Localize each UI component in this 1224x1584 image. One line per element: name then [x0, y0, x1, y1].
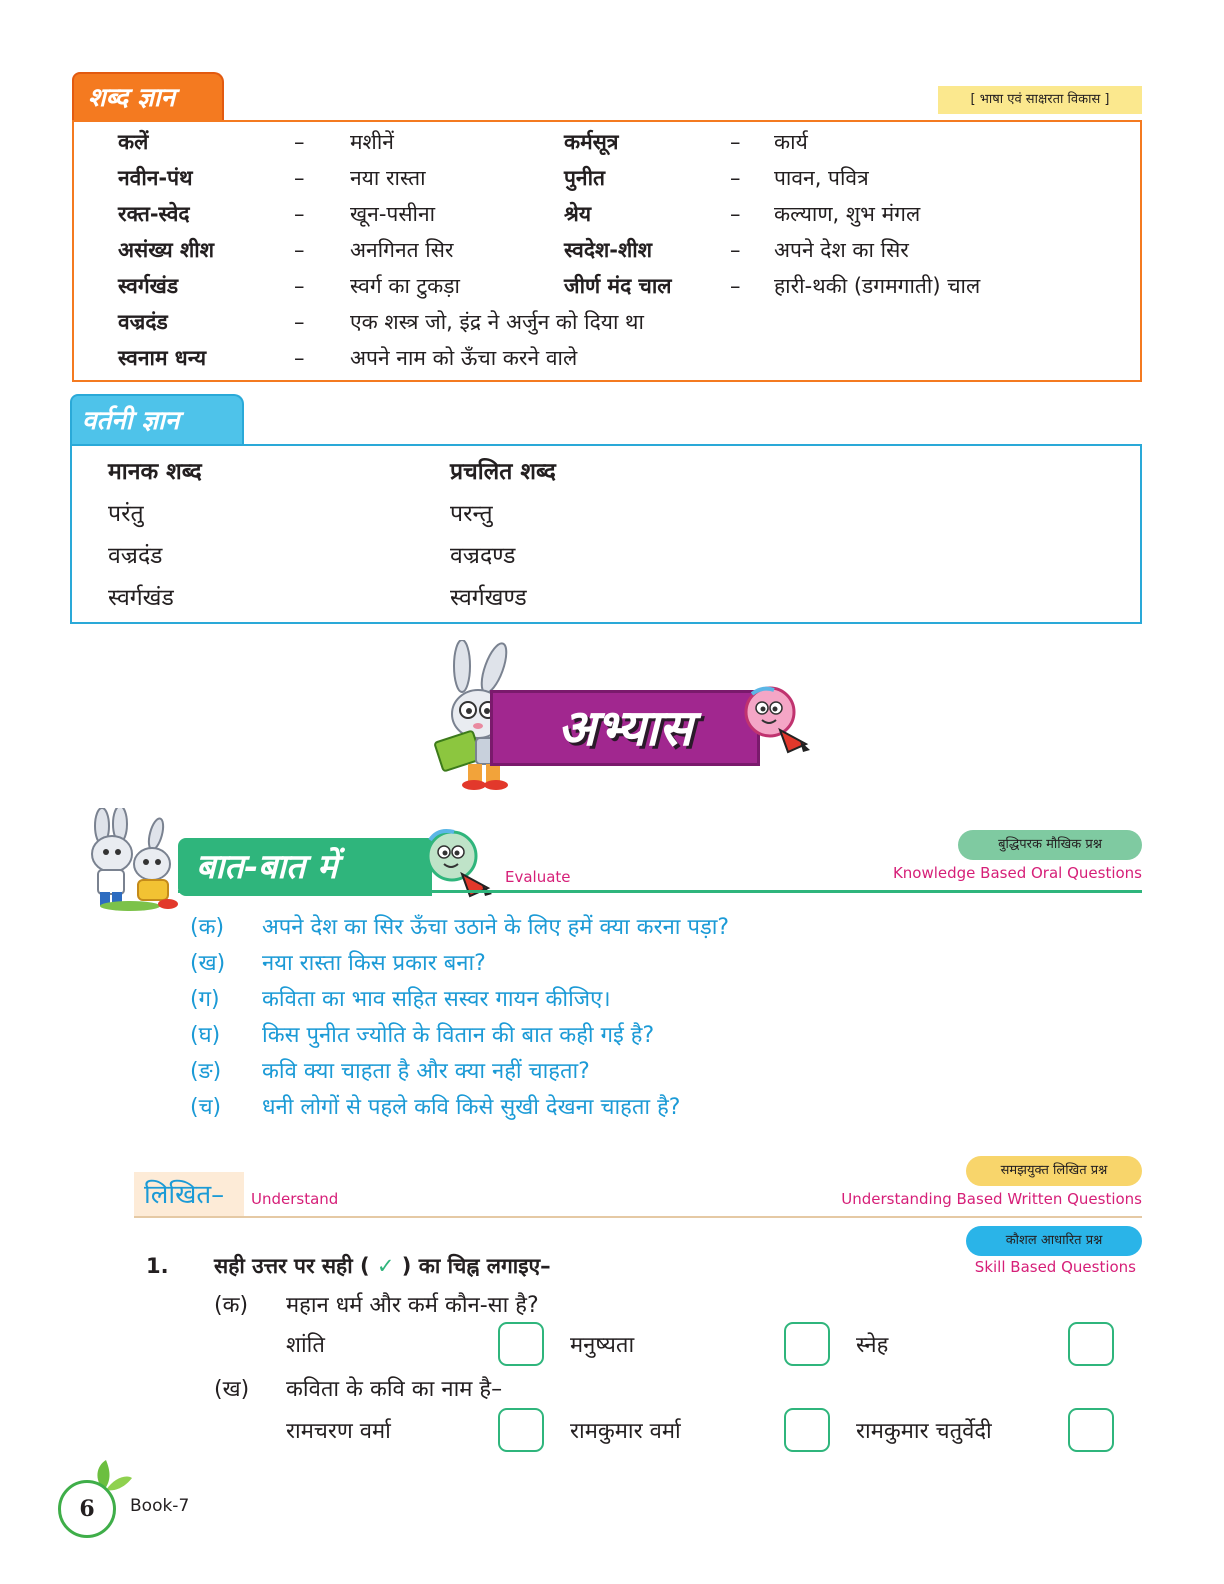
glossary-meaning: हारी-थकी (डगमगाती) चाल — [774, 274, 981, 298]
baat-baat-mein-banner: बात-बात में — [178, 838, 432, 896]
pencil-mascot-icon — [742, 684, 814, 756]
glossary-dash: – — [294, 202, 305, 226]
spelling-row — [108, 578, 1008, 618]
question-text: नया रास्ता किस प्रकार बना? — [262, 951, 486, 976]
page-number: 6 — [58, 1480, 116, 1538]
glossary-meaning: एक शस्त्र जो, इंद्र ने अर्जुन को दिया था — [350, 310, 644, 334]
standard-word-header: मानक शब्द — [108, 459, 202, 485]
skill-questions-label: Skill Based Questions — [974, 1258, 1136, 1276]
shabd-gyan-title: शब्द ज्ञान — [72, 72, 224, 120]
sub-question — [214, 1288, 914, 1324]
spelling-row — [108, 536, 1008, 576]
answer-checkbox[interactable] — [498, 1322, 544, 1366]
glossary-dash: – — [294, 310, 305, 334]
abhyas-banner: अभ्यास — [490, 690, 760, 766]
answer-option: स्नेह — [856, 1333, 889, 1358]
glossary-meaning: कार्य — [774, 130, 808, 154]
glossary-word: स्वनाम धन्य — [118, 346, 207, 370]
sub-question-label: (क) — [214, 1293, 249, 1318]
question-text: कवि क्या चाहता है और क्या नहीं चाहता? — [262, 1059, 590, 1084]
question-label: (क) — [190, 915, 225, 940]
standard-word: स्वर्गखंड — [108, 585, 174, 611]
glossary-dash: – — [730, 238, 741, 262]
answer-option: रामकुमार वर्मा — [570, 1419, 681, 1444]
book-label: Book-7 — [130, 1496, 190, 1516]
sub-question-text: कविता के कवि का नाम है– — [286, 1377, 503, 1402]
answer-checkbox[interactable] — [784, 1322, 830, 1366]
answer-option: शांति — [286, 1333, 325, 1358]
glossary-row — [118, 340, 1138, 376]
oral-question — [190, 1090, 1090, 1126]
glossary-word: श्रेय — [564, 202, 592, 226]
written-questions-label: Understanding Based Written Questions — [841, 1190, 1142, 1208]
glossary-meaning: अपने देश का सिर — [774, 238, 909, 262]
question-text: धनी लोगों से पहले कवि किसे सुखी देखना चाहता है? — [262, 1095, 681, 1120]
glossary-word: नवीन-पंथ — [118, 166, 193, 190]
question-text: किस पुनीत ज्योति के वितान की बात कही गई है? — [262, 1023, 655, 1048]
question-text: अपने देश का सिर ऊँचा उठाने के लिए हमें क्या करना पड़ा? — [262, 915, 730, 940]
glossary-row — [118, 196, 1138, 232]
skill-questions-pill: कौशल आधारित प्रश्न — [966, 1226, 1142, 1256]
glossary-meaning: अनगिनत सिर — [350, 238, 454, 262]
common-word-header: प्रचलित शब्द — [450, 459, 556, 485]
glossary-word: पुनीत — [564, 166, 605, 190]
oral-questions-pill: बुद्धिपरक मौखिक प्रश्न — [958, 830, 1142, 860]
oral-question — [190, 1054, 1090, 1090]
instruction-text: सही उत्तर पर सही ( — [214, 1254, 370, 1278]
glossary-word: रक्त-स्वेद — [118, 202, 190, 226]
glossary-row — [118, 232, 1138, 268]
question-label: (च) — [190, 1095, 222, 1120]
question-instruction — [214, 1248, 551, 1284]
glossary-meaning: स्वर्ग का टुकड़ा — [350, 274, 460, 298]
evaluate-label: Evaluate — [505, 868, 571, 886]
common-word: वज्रदण्ड — [450, 543, 516, 569]
oral-question — [190, 982, 1090, 1018]
sub-question-text: महान धर्म और कर्म कौन-सा है? — [286, 1293, 539, 1318]
question-label: (ख) — [190, 951, 226, 976]
section-underline — [178, 890, 1142, 893]
spelling-row — [108, 494, 1008, 534]
oral-question — [190, 946, 1090, 982]
glossary-word: स्वदेश-शीश — [564, 238, 652, 262]
sub-question-label: (ख) — [214, 1377, 250, 1402]
glossary-row — [118, 304, 1138, 340]
glossary-row — [118, 124, 1138, 160]
oral-question — [190, 910, 1090, 946]
glossary-dash: – — [294, 238, 305, 262]
glossary-meaning: पावन, पवित्र — [774, 166, 869, 190]
shabd-gyan-box — [72, 120, 1142, 382]
glossary-dash: – — [294, 166, 305, 190]
glossary-dash: – — [730, 202, 741, 226]
question-text: कविता का भाव सहित सस्वर गायन कीजिए। — [262, 987, 611, 1012]
glossary-dash: – — [294, 130, 305, 154]
common-word: स्वर्गखण्ड — [450, 585, 527, 611]
glossary-row — [118, 160, 1138, 196]
glossary-dash: – — [730, 274, 741, 298]
oral-question — [190, 1018, 1090, 1054]
glossary-word: जीर्ण मंद चाल — [564, 274, 672, 298]
spelling-header-row — [108, 452, 1008, 492]
answer-checkbox[interactable] — [498, 1408, 544, 1452]
glossary-word: कर्मसूत्र — [564, 130, 619, 154]
standard-word: परंतु — [108, 501, 144, 527]
glossary-dash: – — [730, 130, 741, 154]
common-word: परन्तु — [450, 501, 493, 527]
glossary-word: कलें — [118, 130, 149, 154]
check-mark-icon: ✓ — [376, 1254, 395, 1278]
glossary-dash: – — [730, 166, 741, 190]
answer-option: रामकुमार चतुर्वेदी — [856, 1419, 992, 1444]
glossary-meaning: कल्याण, शुभ मंगल — [774, 202, 921, 226]
glossary-meaning: नया रास्ता — [350, 166, 426, 190]
question-label: (ग) — [190, 987, 220, 1012]
answer-option: मनुष्यता — [570, 1333, 635, 1358]
literacy-tag: [ भाषा एवं साक्षरता विकास ] — [938, 86, 1142, 114]
likhit-title: लिखित– — [134, 1172, 244, 1218]
glossary-meaning: मशीनें — [350, 130, 394, 154]
glossary-word: वज्रदंड — [118, 310, 168, 334]
glossary-meaning: खून-पसीना — [350, 202, 436, 226]
sub-question — [214, 1372, 914, 1408]
answer-checkbox[interactable] — [1068, 1408, 1114, 1452]
answer-checkbox[interactable] — [1068, 1322, 1114, 1366]
glossary-word: असंख्य शीश — [118, 238, 215, 262]
glossary-dash: – — [294, 274, 305, 298]
glossary-dash: – — [294, 346, 305, 370]
standard-word: वज्रदंड — [108, 543, 163, 569]
written-questions-pill: समझयुक्त लिखित प्रश्न — [966, 1156, 1142, 1186]
glossary-word: स्वर्गखंड — [118, 274, 179, 298]
answer-checkbox[interactable] — [784, 1408, 830, 1452]
vartani-gyan-box — [70, 444, 1142, 624]
instruction-text: ) का चिह्न लगाइए– — [401, 1254, 551, 1278]
question-label: (ङ) — [190, 1059, 222, 1084]
two-rabbits-illustration — [72, 808, 184, 914]
vartani-gyan-title: वर्तनी ज्ञान — [70, 394, 244, 444]
glossary-meaning: अपने नाम को ऊँचा करने वाले — [350, 346, 578, 370]
question-label: (घ) — [190, 1023, 221, 1048]
glossary-row — [118, 268, 1138, 304]
oral-questions-label: Knowledge Based Oral Questions — [892, 864, 1142, 882]
question-number: 1. — [146, 1254, 169, 1278]
section-underline — [134, 1216, 1142, 1218]
answer-option: रामचरण वर्मा — [286, 1419, 391, 1444]
understand-label: Understand — [251, 1190, 339, 1208]
